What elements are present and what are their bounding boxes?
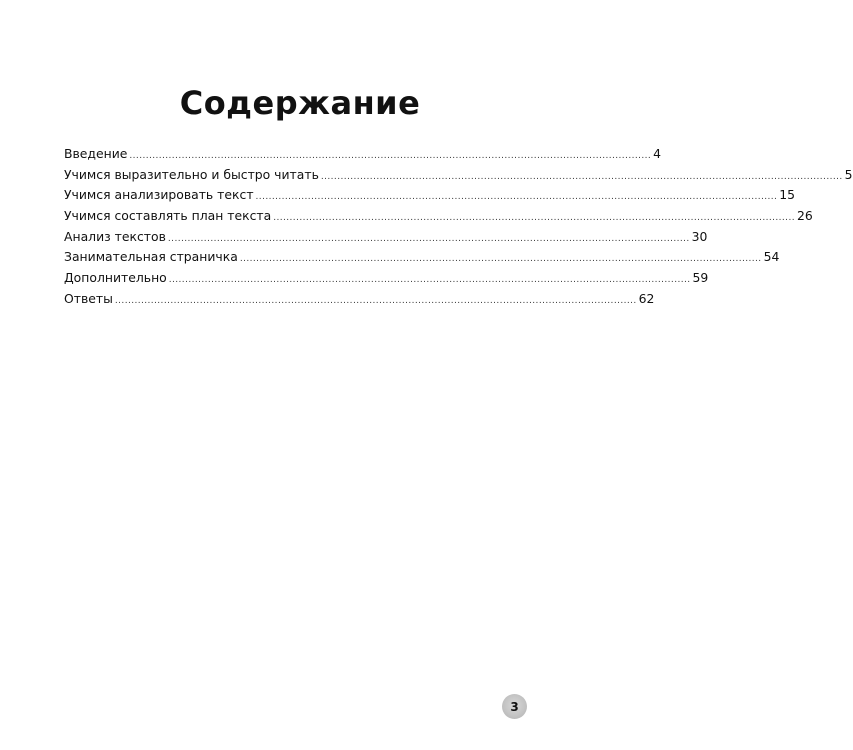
toc-entry-page: 5: [844, 166, 853, 182]
toc-entry-page: 15: [779, 187, 796, 203]
toc-entry-title: Занимательная страничка: [64, 249, 238, 265]
toc-entry-page: 62: [638, 290, 655, 306]
toc-dot-leader: ................................................................................................................................................................: [255, 192, 778, 203]
toc-entry-page: 59: [692, 270, 709, 286]
toc-entry-answers: [64, 289, 655, 310]
page-number-badge: 3: [502, 694, 527, 719]
toc-entry-title: Ответы: [64, 290, 113, 306]
toc-entry-text-analysis: [64, 227, 708, 248]
toc-dot-leader: ................................................................................................................................................................: [167, 233, 690, 244]
toc-entry-plan: [64, 206, 813, 227]
toc-dot-leader: ................................................................................................................................................................: [129, 151, 652, 161]
toc-entry-title: Учимся анализировать текст: [64, 187, 254, 203]
toc-entry-title: Учимся составлять план текста: [64, 208, 272, 224]
toc-dot-leader: ................................................................................................................................................................: [114, 295, 637, 306]
toc-dot-leader: ................................................................................................................................................................: [168, 275, 691, 286]
toc-dot-leader: ................................................................................................................................................................: [239, 254, 762, 265]
toc-entry-page: 30: [691, 228, 708, 244]
table-of-contents: [64, 144, 853, 310]
toc-entry-page: 4: [653, 146, 662, 161]
toc-entry-introduction: [64, 144, 662, 165]
toc-entry-title: Дополнительно: [64, 270, 167, 286]
toc-dot-leader: ................................................................................................................................................................: [273, 213, 795, 224]
toc-entry-title: Учимся выразительно и быстро читать: [64, 166, 319, 182]
toc-entry-analysis: [64, 185, 796, 206]
toc-entry-additional: [64, 268, 709, 289]
toc-entry-title: Анализ текстов: [64, 228, 166, 244]
toc-entry-page: 26: [796, 208, 813, 224]
page-title: Содержание: [179, 84, 421, 122]
toc-entry-fun-page: [64, 247, 780, 268]
toc-dot-leader: ................................................................................................................................................................: [320, 171, 843, 182]
toc-entry-title: Введение: [64, 146, 128, 161]
toc-entry-reading: [64, 165, 853, 186]
toc-entry-page: 54: [763, 249, 780, 265]
